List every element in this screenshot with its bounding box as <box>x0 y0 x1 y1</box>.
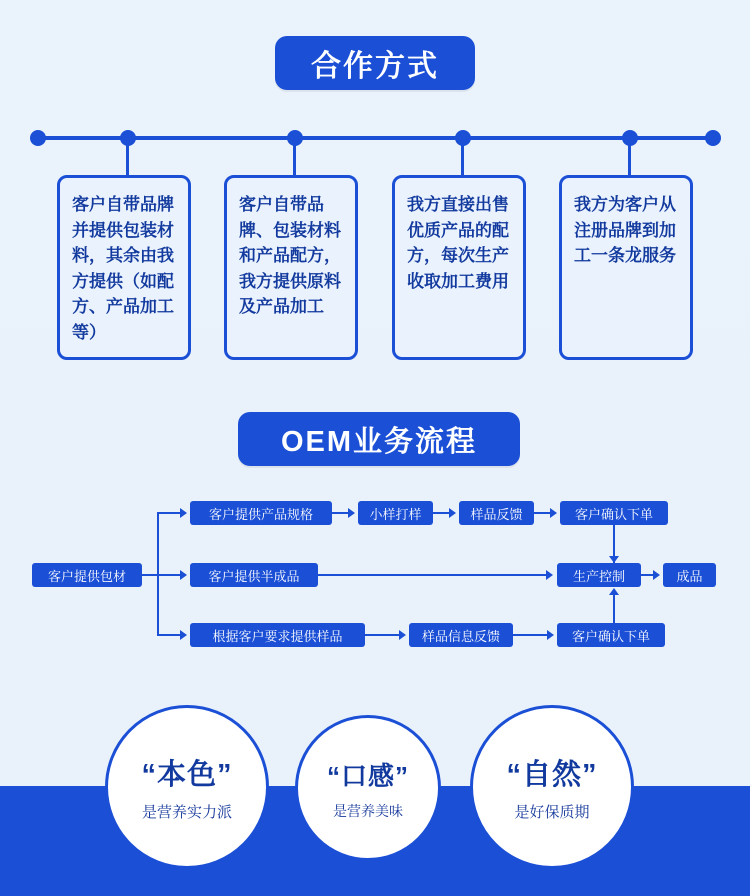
flow-node-row3-1: 根据客户要求提供样品 <box>190 623 365 647</box>
feature-circle-1 <box>105 705 269 869</box>
timeline-axis <box>36 136 716 140</box>
feature-circle-2 <box>295 715 441 861</box>
feature-circle-1-subtitle: 是营养实力派 <box>141 804 232 821</box>
feature-circle-2-title: “口感” <box>326 760 409 791</box>
flow-node-row1-2: 小样打样 <box>358 501 433 525</box>
flow-connector-branch-2 <box>157 574 182 576</box>
oem-section-title: OEM业务流程 <box>238 412 520 466</box>
flow-arrow-branch-2 <box>180 570 187 580</box>
cooperation-card-3: 我方直接出售优质产品的配方，每次生产收取加工费用 <box>392 175 526 360</box>
cooperation-card-4: 我方为客户从注册品牌到加工一条龙服务 <box>559 175 693 360</box>
flow-arrow-row1-c <box>550 508 557 518</box>
flow-arrow-row3-up <box>609 588 619 595</box>
feature-circle-1-title: “本色” <box>141 759 233 791</box>
flow-connector-row2-to-control <box>318 574 548 576</box>
feature-circle-2-subtitle: 是营养美味 <box>333 802 403 819</box>
cooperation-section-title: 合作方式 <box>275 36 475 90</box>
flow-connector-branch-1 <box>157 512 182 514</box>
flow-node-row1-1: 客户提供产品规格 <box>190 501 332 525</box>
flow-arrow-row1-b <box>449 508 456 518</box>
flow-connector-row3-b <box>513 634 551 636</box>
flow-node-row3-2: 样品信息反馈 <box>409 623 513 647</box>
flow-node-row2-1: 客户提供半成品 <box>190 563 318 587</box>
flow-arrow-row3-a <box>399 630 406 640</box>
feature-circle-3-subtitle: 是好保质期 <box>514 804 590 821</box>
flow-connector-row3-a <box>365 634 403 636</box>
flow-arrow-branch-1 <box>180 508 187 518</box>
cooperation-card-2: 客户自带品牌、包装材料和产品配方，我方提供原料及产品加工 <box>224 175 358 360</box>
flow-node-end: 成品 <box>663 563 716 587</box>
flow-arrow-branch-3 <box>180 630 187 640</box>
cooperation-card-1: 客户自带品牌并提供包装材料，其余由我方提供（如配方、产品加工等） <box>57 175 191 360</box>
oem-flowchart <box>0 490 750 660</box>
feature-circle-3-title: “自然” <box>506 759 598 791</box>
timeline-stem-1 <box>126 138 129 178</box>
timeline-stem-2 <box>293 138 296 178</box>
timeline-dot-end <box>705 130 721 146</box>
timeline-stem-3 <box>461 138 464 178</box>
flow-node-control: 生产控制 <box>557 563 641 587</box>
feature-circle-3 <box>470 705 634 869</box>
flow-connector-branch-3 <box>157 634 182 636</box>
flow-node-start: 客户提供包材 <box>32 563 142 587</box>
flow-connector-start-trunk <box>142 574 158 576</box>
timeline-stem-4 <box>628 138 631 178</box>
flow-arrow-row3-b <box>547 630 554 640</box>
timeline-dot-start <box>30 130 46 146</box>
flow-node-row3-3: 客户确认下单 <box>557 623 665 647</box>
flow-arrow-control-end <box>653 570 660 580</box>
flow-arrow-row1-a <box>348 508 355 518</box>
flow-node-row1-3: 样品反馈 <box>459 501 534 525</box>
flow-connector-row3-to-control <box>613 594 615 624</box>
flow-node-row1-4: 客户确认下单 <box>560 501 668 525</box>
flow-arrow-row1-down <box>609 556 619 563</box>
flow-arrow-row2 <box>546 570 553 580</box>
